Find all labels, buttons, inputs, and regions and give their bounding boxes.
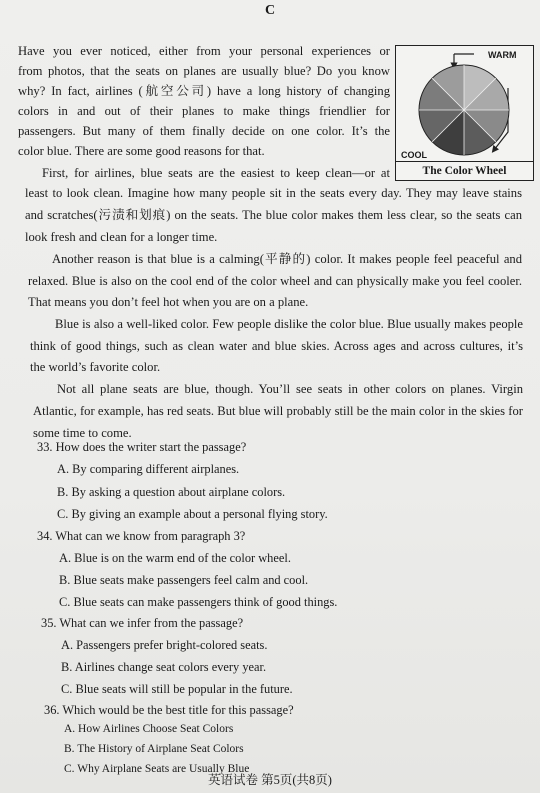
- passage-line: Have you ever noticed, either from your personal experiences or: [18, 44, 390, 58]
- cool-label: COOL: [401, 150, 427, 160]
- passage-line: colors in and out of their planes to make things friendlier for: [18, 104, 390, 118]
- answer-option: C. Blue seats can make passengers think of good things.: [59, 595, 338, 609]
- color-wheel-figure: [395, 45, 534, 181]
- answer-option: A. How Airlines Choose Seat Colors: [64, 723, 234, 735]
- passage-line: Another reason is that blue is a calming(平静的) color. It makes people feel peaceful and: [52, 252, 522, 266]
- answer-option: B. By asking a question about airplane colors.: [57, 485, 286, 499]
- passage-line: least to look clean. Imagine how many people sit in the seats every day. They may leave stains: [25, 186, 522, 200]
- passage-line: Blue is also a well-liked color. Few people dislike the color blue. Blue usually makes people: [55, 317, 523, 331]
- page-footer: 英语试卷 第5页(共8页): [208, 773, 332, 787]
- passage-line: and scratches(污渍和划痕) on the seats. The blue color makes them less clear, so the seats can: [25, 208, 522, 222]
- answer-option: C. Blue seats will still be popular in the future.: [61, 682, 293, 696]
- answer-option: B. Blue seats make passengers feel calm and cool.: [59, 573, 309, 587]
- passage-line: Atlantic, for example, has red seats. But blue will probably still be the main color in the skies for: [33, 404, 523, 418]
- answer-option: C. Why Airplane Seats are Usually Blue: [64, 763, 250, 775]
- passage-line: Not all plane seats are blue, though. You’ll see seats in other colors on planes. Virgin: [57, 382, 523, 396]
- passage-line: the world’s favorite color.: [30, 360, 161, 374]
- question-stem: 35. What can we infer from the passage?: [41, 616, 244, 630]
- passage-line: some time to come.: [33, 426, 132, 440]
- passage-line: First, for airlines, blue seats are the easiest to keep clean—or at: [42, 166, 390, 180]
- question-stem: 34. What can we know from paragraph 3?: [37, 529, 246, 543]
- warm-label: WARM: [488, 50, 517, 60]
- passage-line: That means you don’t feel hot when you are on a plane.: [28, 295, 309, 309]
- passage-line: why? In fact, airlines (航空公司) have a long history of changing: [18, 84, 390, 98]
- question-stem: 33. How does the writer start the passage?: [37, 440, 247, 454]
- passage-line: color blue. There are some good reasons for that.: [18, 144, 265, 158]
- passage-line: passengers. But many of them finally decide on one color. It’s the: [18, 124, 390, 138]
- passage-line: look fresh and clean for a longer time.: [25, 230, 218, 244]
- answer-option: B. Airlines change seat colors every year.: [61, 660, 267, 674]
- answer-option: B. The History of Airplane Seat Colors: [64, 743, 244, 755]
- question-stem: 36. Which would be the best title for this passage?: [44, 703, 294, 717]
- passage-line: relaxed. Blue is also on the cool end of the color wheel and can physically make you feel cooler.: [28, 274, 522, 288]
- section-label: C: [264, 3, 276, 18]
- figure-title: The Color Wheel: [396, 161, 533, 180]
- answer-option: A. Passengers prefer bright-colored seats.: [61, 638, 268, 652]
- answer-option: C. By giving an example about a personal flying story.: [57, 507, 328, 521]
- answer-option: A. By comparing different airplanes.: [57, 462, 240, 476]
- answer-option: A. Blue is on the warm end of the color wheel.: [59, 551, 291, 565]
- passage-line: from photos, that the seats on planes are usually blue? Do you know: [18, 64, 390, 78]
- passage-line: think of good things, such as clean water and blue skies. Across ages and across cultures, it’s: [30, 339, 523, 353]
- color-wheel-graphic: [396, 46, 533, 162]
